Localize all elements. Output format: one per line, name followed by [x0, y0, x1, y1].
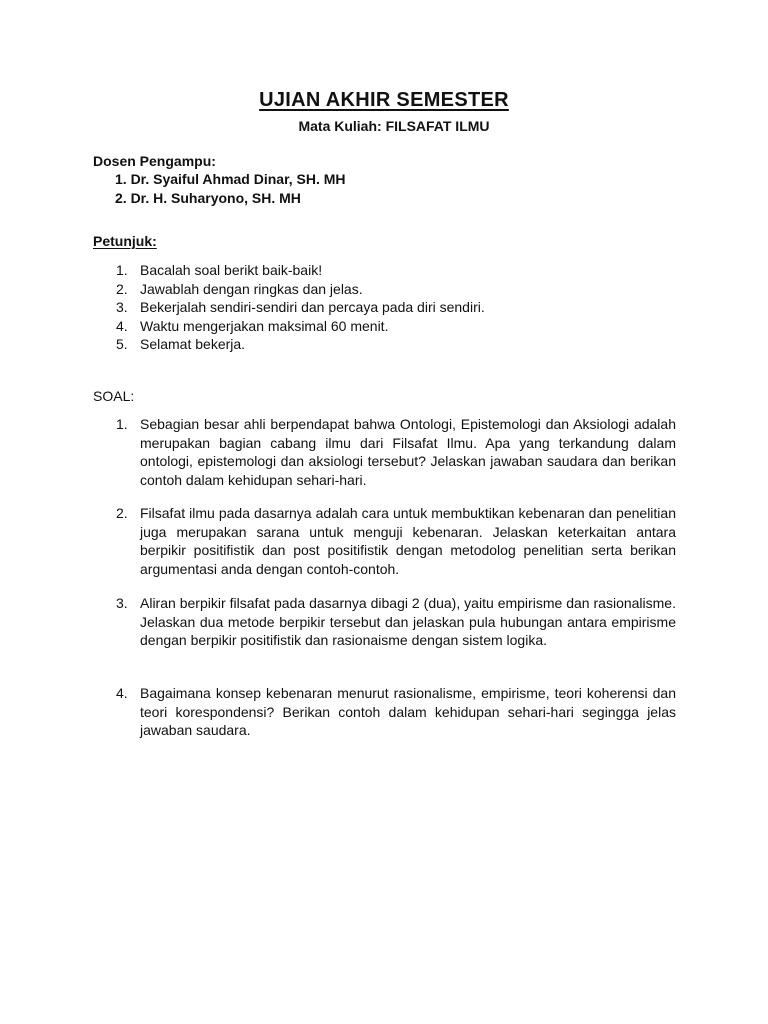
instructions-label: Petunjuk: — [93, 233, 157, 249]
instruction-item: 2. Jawablah dengan ringkas dan jelas. — [116, 280, 363, 297]
question-text: Filsafat ilmu pada dasarnya adalah cara untuk membuktikan kebenaran dan penelitian juga merupakan sarana untuk menguji kebenaran. Jelaskan keterkaitan antara berpikir positifistik dan post positifistik dengan metodolog penelitian serta berikan argumentasi anda dengan contoh-contoh. — [140, 505, 676, 577]
lecturer-label: Dosen Pengampu: — [93, 153, 216, 169]
questions-label: SOAL: — [93, 388, 135, 404]
question-text: Bagaimana konsep kebenaran menurut rasionalisme, empirisme, teori koherensi dan teori korespondensi? Berikan contoh dalam kehidupan sehari-hari segingga jelas jawaban saudara. — [140, 685, 676, 738]
question-item: 1. Sebagian besar ahli berpendapat bahwa Ontologi, Epistemologi dan Aksiologi adalah merupakan bagian cabang ilmu dari Filsafat Ilmu. Apa yang terkandung dalam ontologi, epistemologi dan aksiologi tersebut? Jelaskan jawaban saudara dan berikan contoh dalam kehidupan sehari-hari. — [116, 416, 676, 488]
lecturer-list — [115, 170, 346, 208]
instruction-item: 1. Bacalah soal berikt baik-baik! — [116, 262, 323, 278]
course-subtitle: Mata Kuliah: FILSAFAT ILMU — [298, 118, 490, 134]
question-item: 3. Aliran berpikir filsafat pada dasarnya dibagi 2 (dua), yaitu empirisme dan rasionalisme. Jelaskan dua metode berpikir tersebut dan jelaskan pula hubungan antara empirisme dengan berpikir positifistik dan rasionaisme dengan sistem logika. — [116, 595, 676, 648]
exam-title: UJIAN AKHIR SEMESTER — [259, 89, 509, 111]
lecturer-item: 1. Dr. Syaiful Ahmad Dinar, SH. MH — [115, 171, 346, 187]
instruction-item: 3. Bekerjalah sendiri-sendiri dan percaya pada diri sendiri. — [116, 299, 485, 315]
instruction-item: 4. Waktu mengerjakan maksimal 60 menit. — [116, 317, 389, 334]
question-item: 2. Filsafat ilmu pada dasarnya adalah cara untuk membuktikan kebenaran dan penelitian juga merupakan sarana untuk menguji kebenaran. Jelaskan keterkaitan antara berpikir positifistik dan post positifistik dengan metodolog penelitian serta berikan argumentasi anda dengan contoh-contoh. — [116, 505, 676, 577]
lecturer-item: 2. Dr. H. Suharyono, SH. MH — [115, 190, 301, 206]
instructions-list — [116, 261, 485, 354]
instruction-item: 5. Selamat bekerja. — [116, 336, 246, 352]
question-item: 4. Bagaimana konsep kebenaran menurut rasionalisme, empirisme, teori koherensi dan teori korespondensi? Berikan contoh dalam kehidupan sehari-hari segingga jelas jawaban saudara. — [116, 685, 676, 738]
question-text: Aliran berpikir filsafat pada dasarnya dibagi 2 (dua), yaitu empirisme dan rasionalisme. Jelaskan dua metode berpikir tersebut dan jelaskan pula hubungan antara empirisme dengan berpikir positifistik dan rasionaisme dengan sistem logika. — [140, 595, 676, 648]
question-text: Sebagian besar ahli berpendapat bahwa Ontologi, Epistemologi dan Aksiologi adalah merupakan bagian cabang ilmu dari Filsafat Ilmu. Apa yang terkandung dalam ontologi, epistemologi dan aksiologi tersebut? Jelaskan jawaban saudara dan berikan contoh dalam kehidupan sehari-hari. — [140, 416, 676, 488]
